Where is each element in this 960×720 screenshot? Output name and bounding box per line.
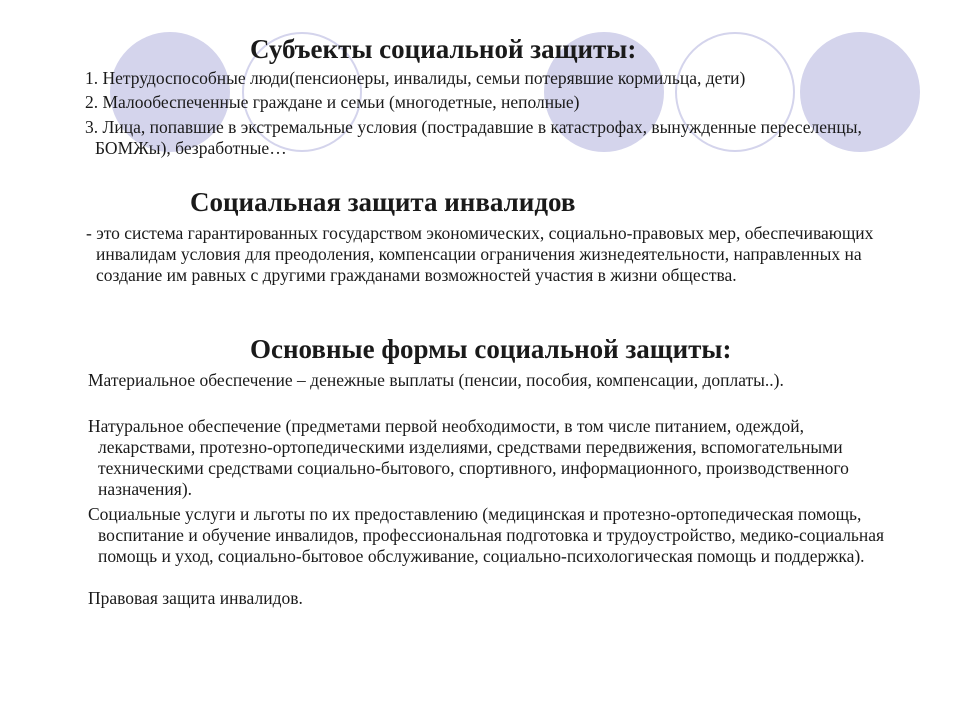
disabled-protection-title: Социальная защита инвалидов <box>190 187 576 217</box>
subjects-title: Субъекты социальной защиты: <box>250 34 637 64</box>
form-item: Натуральное обеспечение (предметами первой необходимости, в том числе питанием, одеждой, лекарствами, протезно-ортопедическими изделиями, средствами передвижения, вспомогательными техническими средствами социально-бытового, спортивного, информационного, производственного назначения). <box>88 416 849 499</box>
subject-item: 1. Нетрудоспособные люди(пенсионеры, инвалиды, семьи потерявшие кормильца, дети) <box>85 68 746 88</box>
form-item: Социальные услуги и льготы по их предоставлению (медицинская и протезно-ортопедическая помощь, воспитание и обучение инвалидов, профессиональная подготовка и трудоустройство, медико-социальная помощь и уход, социально-бытовое обслуживание, социально-психологическая помощь и поддержка). <box>88 504 885 566</box>
subject-item: 3. Лица, попавшие в экстремальные условия (пострадавшие в катастрофах, вынужденные переселенцы, БОМЖы), безработные… <box>85 117 862 158</box>
definition-text: - это система гарантированных государством экономических, социально-правовых мер, обеспечивающих инвалидам условия для преодоления, компенсации ограничения жизнедеятельности, направленных на создание им равных с другими гражданами возможностей участия в жизни общества. <box>86 223 874 285</box>
form-item: Правовая защита инвалидов. <box>88 588 303 608</box>
forms-title: Основные формы социальной защиты: <box>250 334 732 364</box>
form-item: Материальное обеспечение – денежные выплаты (пенсии, пособия, компенсации, доплаты..). <box>88 370 784 390</box>
subject-item: 2. Малообеспеченные граждане и семьи (многодетные, неполные) <box>85 92 580 112</box>
